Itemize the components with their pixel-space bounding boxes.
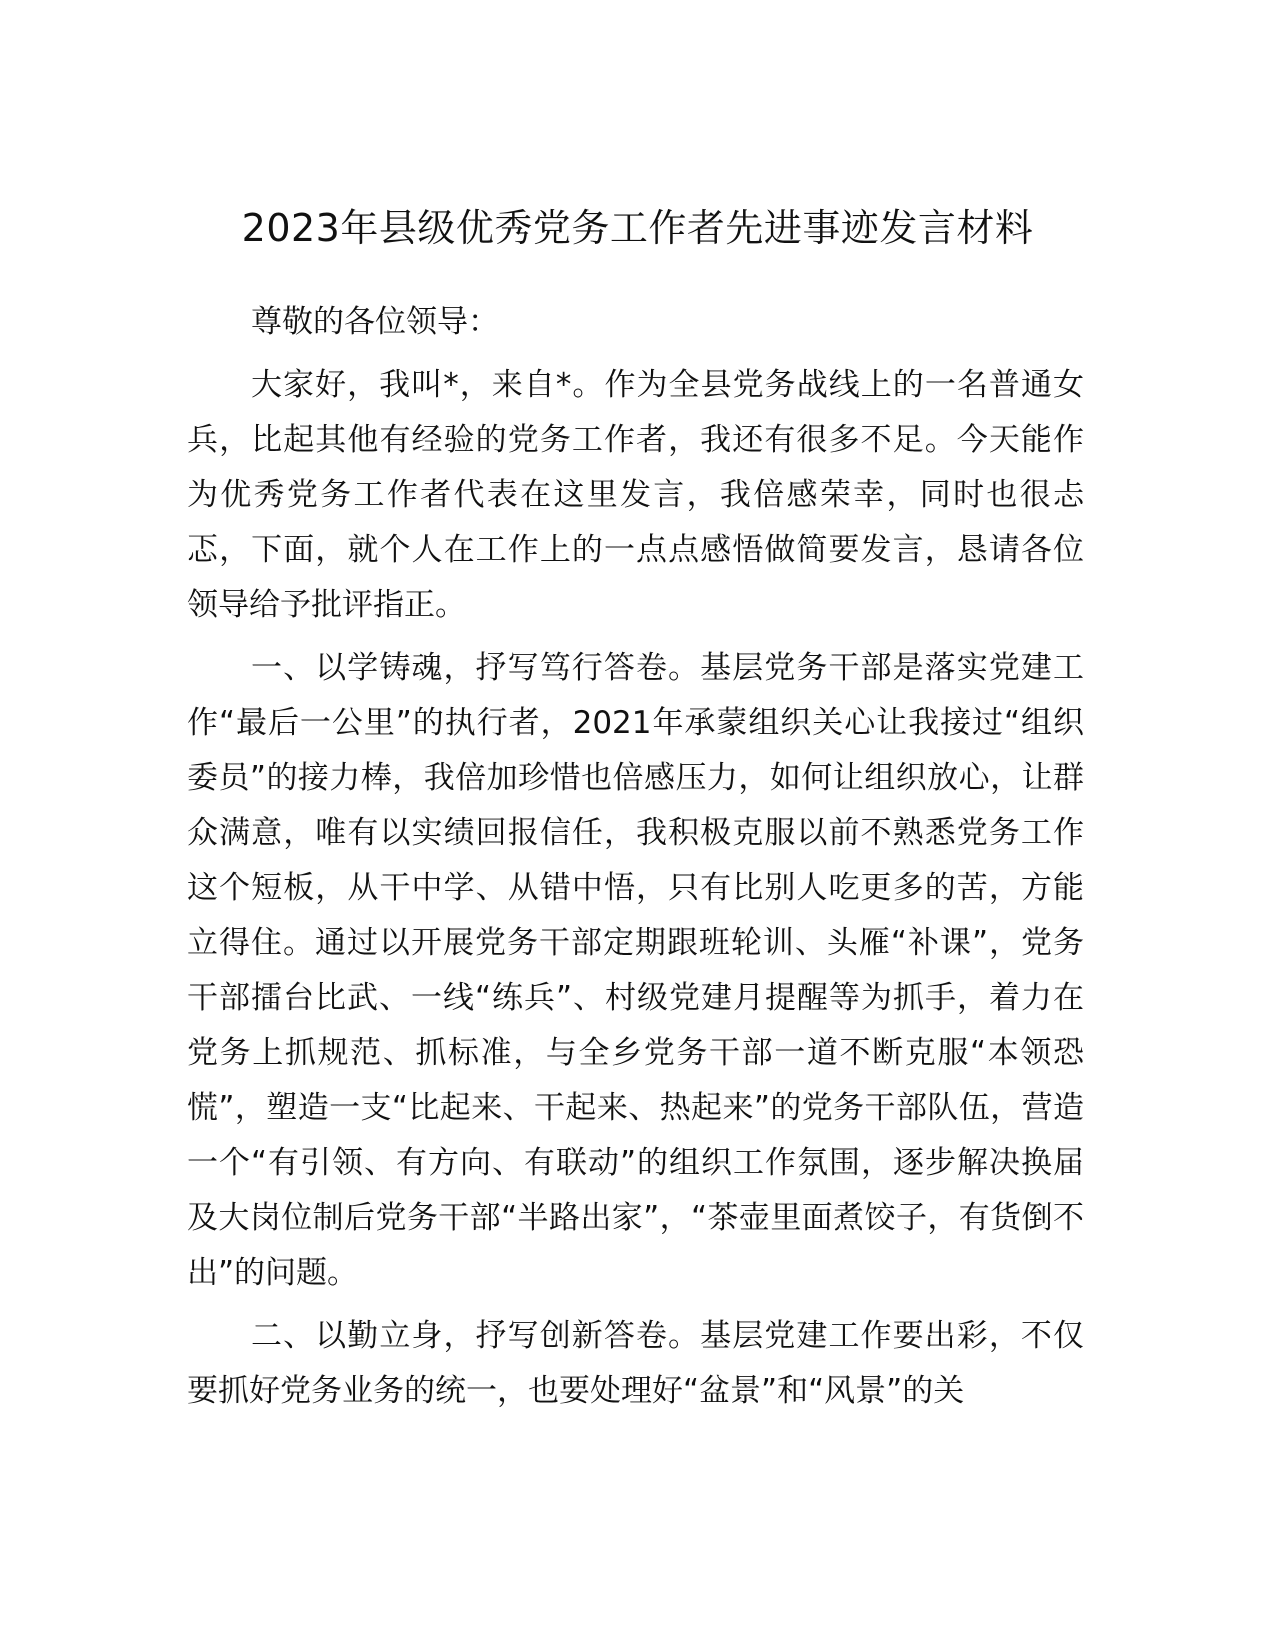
document-body	[187, 295, 1084, 1427]
paragraph-intro: 大家好，我叫*，来自*。作为全县党务战线上的一名普通女兵，比起其他有经验的党务工作者，我还有很多不足。今天能作为优秀党务工作者代表在这里发言，我倍感荣幸，同时也很忐忑，下面，就个人在工作上的一点点感悟做简要发言，恳请各位领导给予批评指正。	[187, 367, 1084, 623]
paragraph-section-two: 二、以勤立身，抒写创新答卷。基层党建工作要出彩，不仅要抓好党务业务的统一，也要处理好“盆景”和“风景”的关	[187, 1318, 1084, 1409]
paragraph-section-one: 一、以学铸魂，抒写笃行答卷。基层党务干部是落实党建工作“最后一公里”的执行者，2021年承蒙组织关心让我接过“组织委员”的接力棒，我倍加珍惜也倍感压力，如何让组织放心，让群众满意，唯有以实绩回报信任，我积极克服以前不熟悉党务工作这个短板，从干中学、从错中悟，只有比别人吃更多的苦，方能立得住。通过以开展党务干部定期跟班轮训、头雁“补课”，党务干部擂台比武、一线“练兵”、村级党建月提醒等为抓手，着力在党务上抓规范、抓标准，与全乡党务干部一道不断克服“本领恐慌”，塑造一支“比起来、干起来、热起来”的党务干部队伍，营造一个“有引领、有方向、有联动”的组织工作氛围，逐步解决换届及大岗位制后党务干部“半路出家”，“茶壶里面煮饺子，有货倒不出”的问题。	[187, 650, 1084, 1291]
document-title: 2023年县级优秀党务工作者先进事迹发言材料	[241, 206, 1034, 250]
salutation: 尊敬的各位领导：	[251, 304, 499, 340]
